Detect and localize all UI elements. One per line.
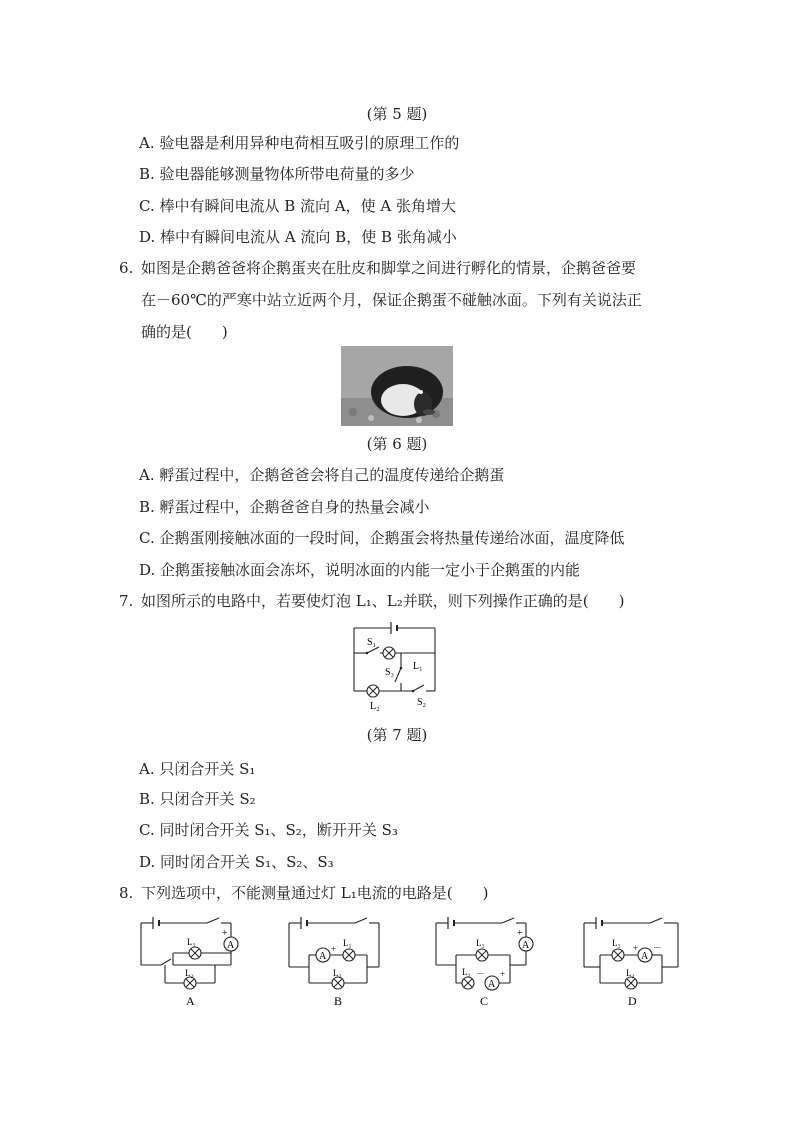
q8-c-plus-bottom: + — [500, 969, 506, 979]
q7-caption: (第 7 题) — [366, 726, 428, 744]
q7-label-s2: S₂ — [417, 697, 427, 708]
q8-b-l2: L₂ — [333, 968, 342, 978]
q8-a-label: A — [186, 994, 195, 1008]
q7-circuit-diagram — [345, 620, 445, 712]
q7-option-b: B. 只闭合开关 S₂ — [139, 790, 256, 808]
q6-option-b: B. 孵蛋过程中，企鹅爸爸自身的热量会减小 — [139, 498, 430, 516]
q6-number: 6. — [119, 259, 134, 277]
q8-d-minus: － — [653, 943, 663, 953]
q8-d-l2: L₂ — [626, 968, 635, 978]
q5-option-b: B. 验电器能够测量物体所带电荷量的多少 — [139, 165, 415, 183]
q6-caption: (第 6 题) — [366, 435, 428, 453]
q8-a-meter: A — [227, 940, 235, 951]
q8-d-plus: + — [633, 943, 639, 953]
q7-option-a: A. 只闭合开关 S₁ — [139, 760, 256, 778]
q6-stem-line-3: 确的是( ) — [141, 323, 228, 341]
q7-label-l2: L₂ — [370, 701, 380, 712]
penguin-photo — [341, 346, 453, 426]
q7-label-s3: S₃ — [385, 667, 395, 678]
q8-c-plus-top: + — [517, 928, 523, 939]
q6-option-c: C. 企鹅蛋刚接触冰面的一段时间，企鹅蛋会将热量传递给冰面，温度降低 — [139, 529, 625, 547]
q8-c-l2: L₂ — [462, 967, 471, 977]
penguin-illustration — [341, 346, 453, 426]
q7-label-l1: L₁ — [413, 661, 423, 672]
q8-c-label: C — [480, 994, 489, 1008]
q8-a-l1: L₁ — [187, 937, 196, 947]
q7-label-s1: S₁ — [367, 637, 377, 648]
q8-c-meter-bottom: A — [488, 979, 496, 990]
q8-a-l2: L₂ — [185, 968, 194, 978]
q7-stem: 如图所示的电路中，若要使灯泡 L₁、L₂并联，则下列操作正确的是( ) — [141, 592, 625, 610]
q8-circuit-a — [135, 915, 245, 1010]
q8-b-plus: + — [331, 944, 337, 954]
q8-c-l1: L₁ — [476, 938, 485, 948]
q8-b-meter: A — [319, 951, 327, 962]
q8-stem: 下列选项中，不能测量通过灯 L₁电流的电路是( ) — [141, 884, 489, 902]
q8-c-minus: － — [476, 969, 486, 979]
q6-option-a: A. 孵蛋过程中，企鹅爸爸会将自己的温度传递给企鹅蛋 — [139, 466, 505, 484]
q8-b-l1: L₁ — [343, 938, 352, 948]
q8-b-label: B — [334, 994, 343, 1008]
q8-circuit-b — [283, 915, 393, 1010]
q6-stem-line-1: 如图是企鹅爸爸将企鹅蛋夹在肚皮和脚掌之间进行孵化的情景，企鹅爸爸要 — [141, 259, 637, 277]
q8-circuit-c — [430, 915, 540, 1010]
q7-number: 7. — [119, 592, 134, 610]
q7-option-c: C. 同时闭合开关 S₁、S₂，断开开关 S₃ — [139, 821, 398, 839]
q5-option-c: C. 棒中有瞬间电流从 B 流向 A，使 A 张角增大 — [139, 197, 457, 215]
q8-d-label: D — [628, 994, 637, 1008]
q8-a-plus: + — [222, 928, 228, 939]
q8-d-meter: A — [641, 951, 649, 962]
q5-option-a: A. 验电器是利用异种电荷相互吸引的原理工作的 — [139, 134, 460, 152]
q8-c-meter-top: A — [522, 940, 530, 951]
q8-circuit-d — [578, 915, 688, 1010]
q5-option-d: D. 棒中有瞬间电流从 A 流向 B，使 B 张角减小 — [139, 228, 457, 246]
q6-option-d: D. 企鹅蛋接触冰面会冻坏，说明冰面的内能一定小于企鹅蛋的内能 — [139, 561, 581, 579]
q6-stem-line-2: 在－60℃的严寒中站立近两个月，保证企鹅蛋不碰触冰面。下列有关说法正 — [141, 291, 642, 309]
q7-option-d: D. 同时闭合开关 S₁、S₂、S₃ — [139, 853, 334, 871]
q8-number: 8. — [119, 884, 134, 902]
q8-d-l1: L₁ — [612, 938, 621, 948]
q5-caption: (第 5 题) — [366, 105, 428, 123]
